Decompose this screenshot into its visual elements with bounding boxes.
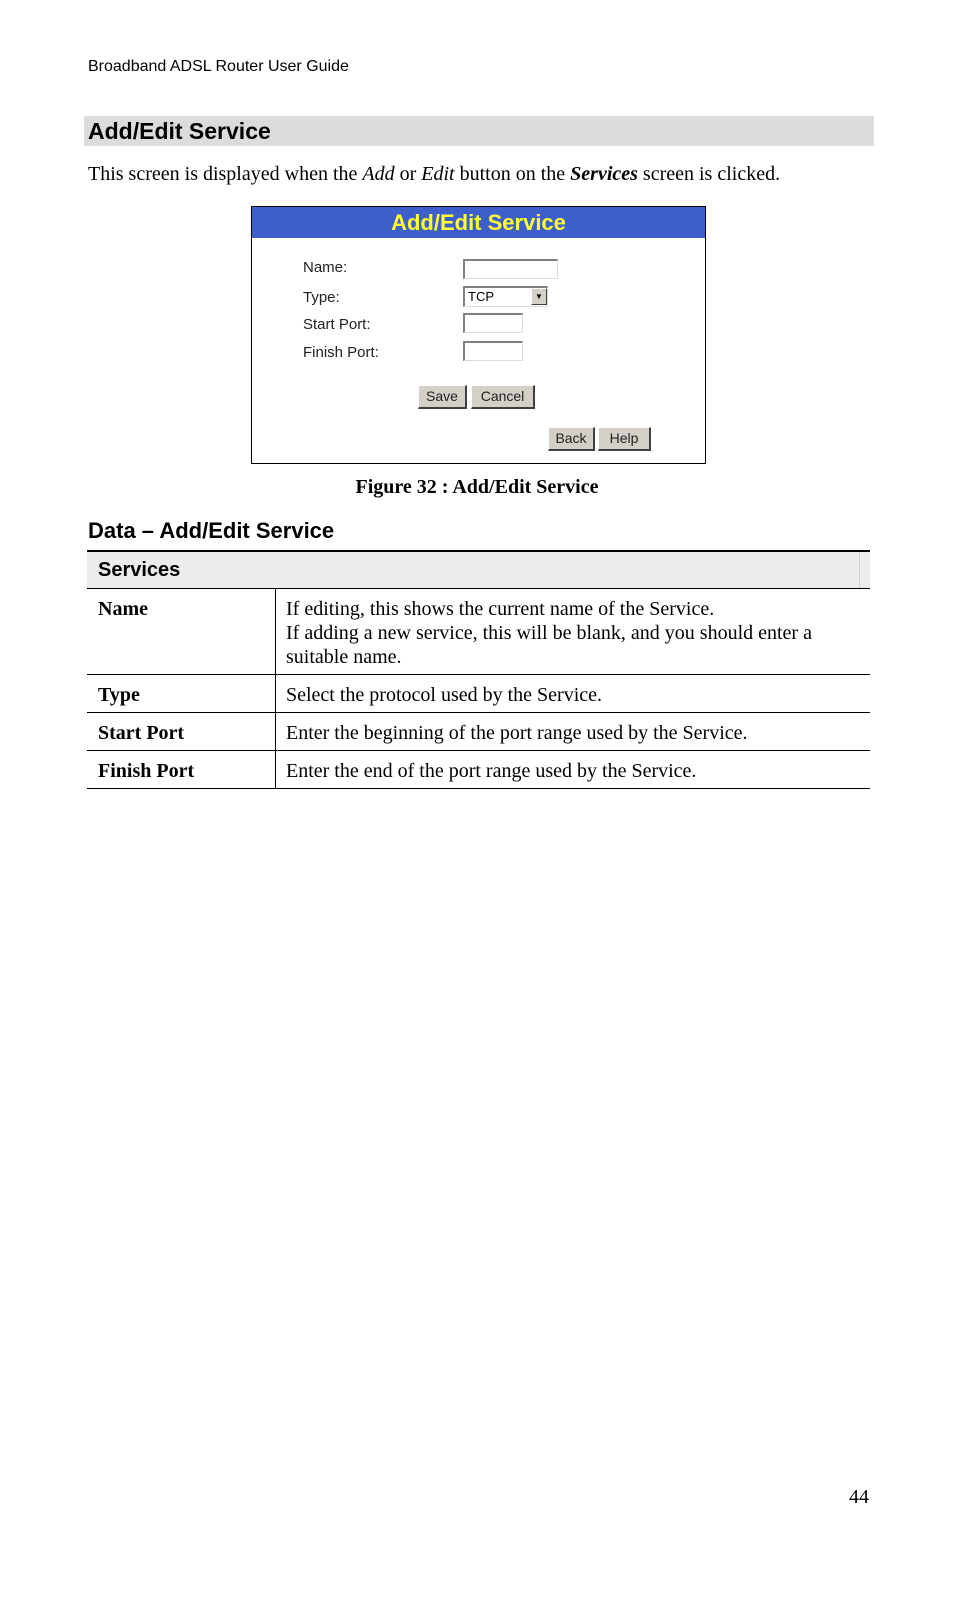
start-port-label: Start Port: [303, 316, 371, 333]
table-row [87, 589, 870, 675]
name-input[interactable] [463, 259, 558, 279]
description-cell: Enter the beginning of the port range used by the Service. [286, 722, 748, 744]
page-number: 44 [849, 1486, 869, 1508]
table-row [87, 675, 870, 713]
start-port-input[interactable] [463, 313, 523, 333]
field-name-cell: Name [87, 589, 276, 674]
figure-caption: Figure 32 : Add/Edit Service [355, 476, 599, 498]
intro-edit-term: Edit [421, 163, 455, 185]
intro-text: button on the [454, 163, 571, 185]
description-cell [276, 589, 870, 674]
add-edit-service-figure [251, 206, 706, 464]
type-label: Type: [303, 289, 340, 306]
field-name-cell: Type [87, 675, 276, 712]
intro-paragraph [88, 163, 780, 186]
type-select[interactable] [463, 286, 548, 307]
back-button[interactable]: Back [548, 427, 595, 451]
intro-text: This screen is displayed when the [88, 163, 363, 185]
table-header: Services [87, 550, 870, 589]
finish-port-input[interactable] [463, 341, 523, 361]
table-row [87, 751, 870, 789]
figure-title: Add/Edit Service [252, 207, 705, 238]
running-header: Broadband ADSL Router User Guide [88, 58, 349, 75]
finish-port-label: Finish Port: [303, 344, 379, 361]
data-section-heading: Data – Add/Edit Service [88, 518, 335, 543]
description-line: If editing, this shows the current name of the Service. [286, 598, 715, 620]
chevron-down-icon[interactable]: ▼ [531, 288, 547, 305]
type-select-value: TCP [468, 289, 494, 304]
intro-add-term: Add [362, 163, 395, 185]
description-line: If adding a new service, this will be blank, and you should enter a suitable name. [286, 622, 812, 668]
cancel-button[interactable]: Cancel [471, 385, 535, 409]
save-button[interactable]: Save [418, 385, 467, 409]
field-name-cell: Start Port [87, 713, 276, 750]
services-data-table [87, 550, 870, 789]
field-name-cell: Finish Port [87, 751, 276, 788]
intro-text: screen is clicked. [637, 163, 781, 185]
name-label: Name: [303, 259, 348, 276]
intro-services-term: Services [570, 163, 638, 185]
section-heading: Add/Edit Service [84, 116, 874, 146]
help-button[interactable]: Help [598, 427, 651, 451]
description-cell: Select the protocol used by the Service. [286, 684, 603, 706]
table-row [87, 713, 870, 751]
description-cell: Enter the end of the port range used by the Service. [286, 760, 697, 782]
intro-text: or [394, 163, 422, 185]
